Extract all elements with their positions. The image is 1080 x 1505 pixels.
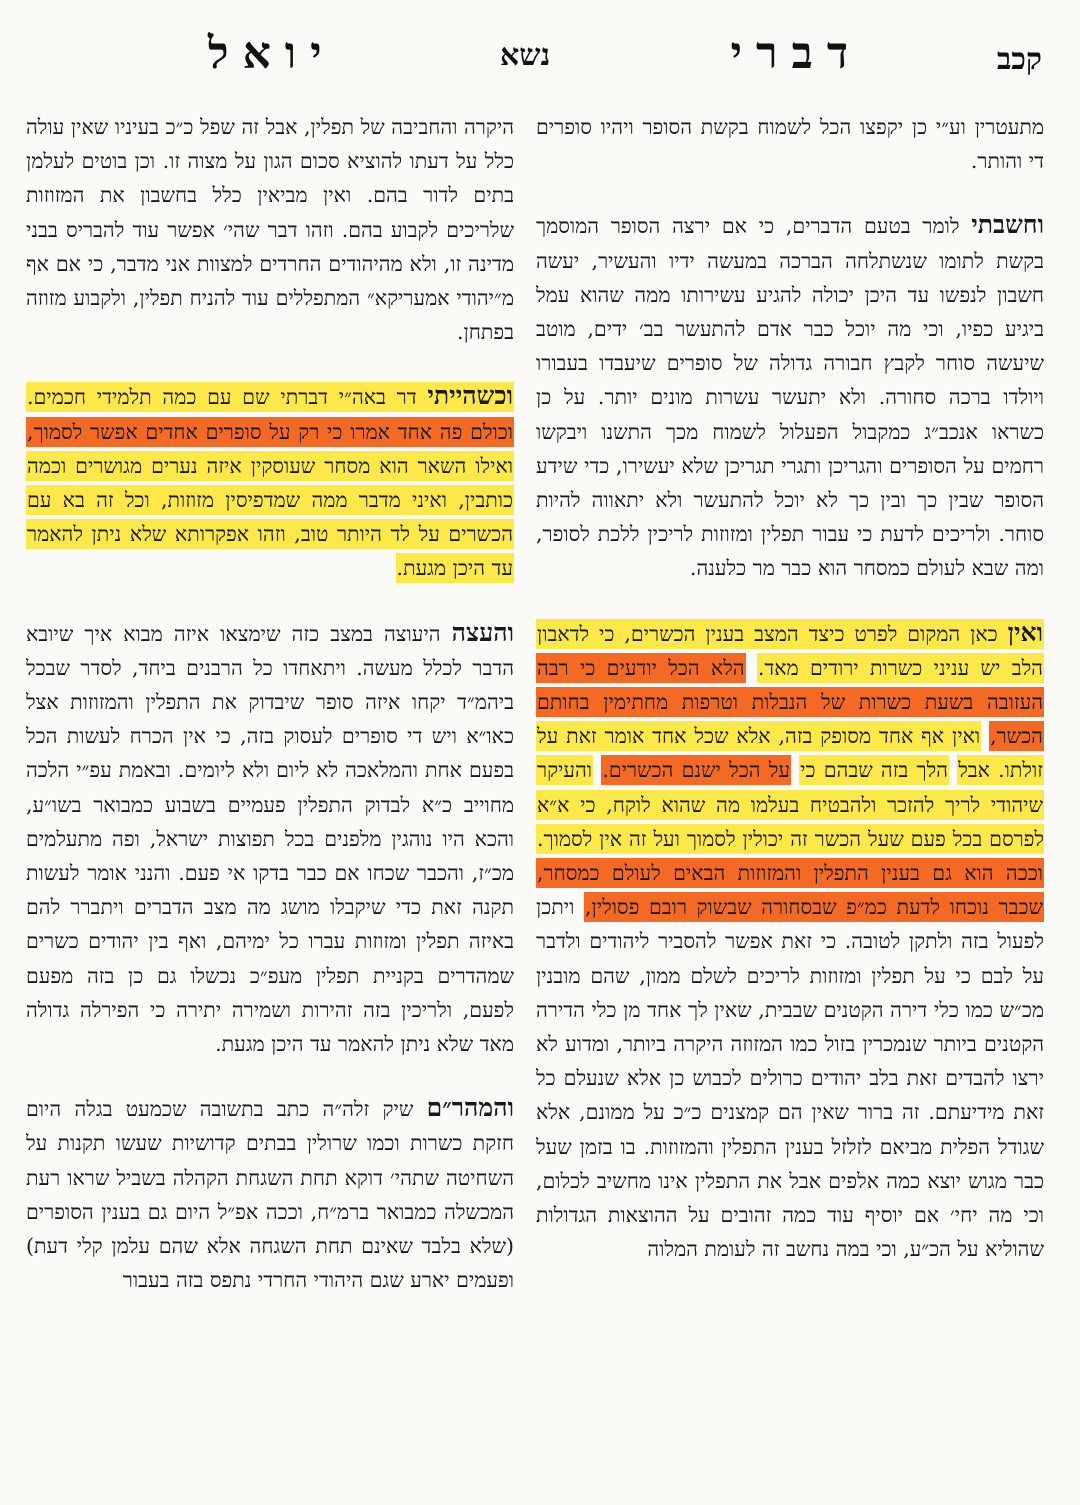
highlight-orange: וכולם פה אחד אמרו כי רק על סופרים אחדים אפשר לסמוך,	[26, 417, 514, 447]
paragraph	[536, 208, 1044, 585]
highlight-yellow	[26, 382, 514, 412]
lead-word: והעצה	[451, 617, 514, 647]
running-title-right: דברי	[730, 28, 862, 79]
highlight-yellow: ואילו השאר הוא מסחר שעוסקין איזה נערים מגושרים וכמה כותבין, ואיני מדבר ממה שמדפיסין מזוזות, וכל זה בא עם הכשרים על לד היותר טוב, וזהו אפקרותא שלא ניתן להאמר עד היכן מגעת.	[26, 451, 514, 584]
running-title-left: יואל	[208, 28, 336, 79]
paragraph	[26, 616, 514, 1062]
page-number: קכב	[996, 42, 1042, 77]
paragraph-text: היעוצה במצב כזה שימצאו איזה מבוא איך שיובא הדבר לכלל מעשה. ויתאחדו כל הרבנים ביחד, לסדר שבכל ביהמ״ד יקחו איזה סופר שיבדוק את התפלין והמזוזות אצל כאו״א ויש די סופרים לעסוק בזה, כי אין הכרח לעשות הכל בפעם אחת והמלאכה לא ליום ולא ליומים. ובאמת עפ״י הלכה מחוייב כ״א לבדוק התפלין פעמיים בשבוע כמבואר בשו״ע, והכא היו נוהגין מלפנים בכל תפוצות ישראל, ופה מתעלמים מכ״ז, והכבר שכחו אם כבר בדקו אי פעם. והנני אומר לעשות תקנה זאת כדי שיקבלו מושג מה מצב הדברים ויתברר להם באיזה תפלין ומזוזות עברו כל ימיהם, ואף בין יהודים כשרים שמהדרים בקניית תפלין מעפ״כ נכשלו גם כן בזה מפעם לפעם, ולריכין בזה זהירות ושמירה יתירה כי הפירלה גדולה מאד שלא ניתן להאמר עד היכן מגעת.	[26, 621, 514, 1057]
highlight-orange: הלא הכל יודעים כי רבה העזובה בשעת כשרות של הנבלות וטרפות מחתימין בחותם הכשר,	[536, 653, 1044, 751]
highlight-yellow: והעיקר שיהודי לריך להזכר ולהבטיח בעלמו מה שהוא לוקח, כי א״א לפרסם בכל פעם שעל הכשר זה יכולין לסמוך ועל זה אין לסמוך.	[536, 755, 1044, 853]
paragraph	[26, 1091, 514, 1297]
lead-word: וכשהייתי	[427, 381, 513, 411]
paragraph-text: לומר בטעם הדברים, כי אם ירצה הסופר המוסמך בקשת לתומו שנשתלחה הברכה במעשה ידיו והעשיר, יעשה חשבון לנפשו עד היכן יכולה להגיע עשירותו ממה שהוא עמל ביגיע כפיו, וכי מה יוכל כבר אדם להתעשר בב׳ ידים, מוטב שיעשה סוחר לקבץ חבורה גדולה של סופרים שיעבדו בעבורו ויולדו ברכה סחורה. ולא יתעשר עשרות מונים יותר. על כן כשראו אנכב״ג כמקבול הפעלול לשמוח מכך התשנו ויבקשו רחמים על הסופרים והגריכן ותגרי תגריכן שלא יעשירו, כדי שידע הסופר שבין כך ובין כך לא יוכל להתעשר ולא יתאווה להיות סוחר. ולריכים לדעת כי עבור תפלין ומזוזות לריכין ללכת לסופר, ומה שבא לעולם כמסחר הוא כבר מר כלענה.	[536, 214, 1044, 581]
lead-word: והמהר״ם	[426, 1093, 514, 1123]
paragraph	[536, 110, 1044, 178]
paragraph-text: מתעטרין וע״י כן יקפצו הכל לשמוח בקשת הסופר ויהיו סופרים די והותר.	[536, 115, 1044, 174]
lead-word: ואין	[1007, 617, 1043, 647]
highlight-orange: וככה הוא גם בענין התפלין והמזוזות הבאים לעולם כמסחר, שכבר נוכחו לדעת כמ״פ שבסחורה שבשוק רובם פסולין,	[536, 858, 1044, 922]
highlight-yellow: ואין אף אחד מסופק בזה, אלא שכל אחד אומר זאת על זולתו. אבל	[536, 721, 1044, 785]
highlighted-text: כאן המקום לפרט כיצד המצב בענין הכשרים, כי לדאבון הלב יש עניני כשרות ירודים מאד.	[537, 621, 1043, 680]
lead-word: וחשבתי	[971, 210, 1044, 240]
paragraph	[536, 616, 1044, 1267]
highlight-orange: על הכל ישנם הכשרים.	[601, 755, 791, 785]
paragraph-text: ויתכן לפעול בזה ולתקן לטובה. כי זאת אפשר להסביר ליהודים ולדבר על לבם כי על תפלין ומזוזות לריכים לשלם ממון, שהם מובנין מכ״ש כמו כלי דירה הקטנים שבבית, שאין לך אחד מן כלי הדירה הקטנים ביותר שנמכרין בזול כמו המזוזה היקרה ביותר, ומדוע לא ירצו להבדים זאת בלב יהודים כרולים לכבוש כן אלא שנעלם כל זאת מידיעתם. זה ברור שאין הם קמצנים כ״כ על ממונם, אלא שגודל הפלית מביאם לזלזל בענין התפלין והמזוזות. בו בזמן שעל כבר מגוש יוצא כמה אלפים אבל את התפלין אינו מחשיב לכלום, וכי מה יחי׳ אם יוסיף עוד כמה זהובים על ההוצאות הגדולות שהוליא על הכ״ע, וכי במה נחשב זה לעומת המלוה	[536, 895, 1044, 1262]
right-column	[536, 110, 1044, 1480]
left-column	[26, 110, 514, 1480]
paragraph-text: שיק זלה״ה כתב בתשובה שכמעט בגלה היום חזקת כשרות וכמו שרולין בבתים קדושיות שעשו תקנות על השחיטה שתהי׳ דוקא תחת השגחת הקהלה בשביל שראו רעת המכשלה כמבואר ברמ״ח, וככה אפ״ל היום גם בענין הסופרים (שלא בלבד שאינם תחת השגחה אלא שהם עלמן קלי דעת) ופעמים יארע שגם היהודי החרדי נתפס בזה בעבור	[26, 1097, 514, 1293]
page-header	[0, 28, 1080, 88]
parsha-name: נשא	[500, 38, 551, 73]
highlighted-text: דר באה״י דברתי שם עם כמה תלמידי חכמים.	[27, 385, 417, 410]
paragraph	[26, 110, 514, 349]
paragraph-text: היקרה והחביבה של תפלין, אבל זה שפל כ״כ בעיניו שאין עולה כלל על דעתו להוציא סכום הגון על מצוה זו. וכן בוטים לעלמן בתים לדור בהם. ואין מביאין כלל בחשבון את המזוזות שלריכים לקבוע בהם. וזהו דבר שהי׳ אפשר עוד להבריס בבני מדינה זו, ולא מהיהודים החרדים למצוות אני מדבר, כי אם אף מ״יהודי אמעריקא״ המתפללים עוד להניח תפלין, ולקבוע מזוזה בפתחן.	[26, 115, 514, 345]
paragraph	[26, 379, 514, 585]
highlight-yellow: הלך בזה שבהם כי	[799, 755, 949, 785]
